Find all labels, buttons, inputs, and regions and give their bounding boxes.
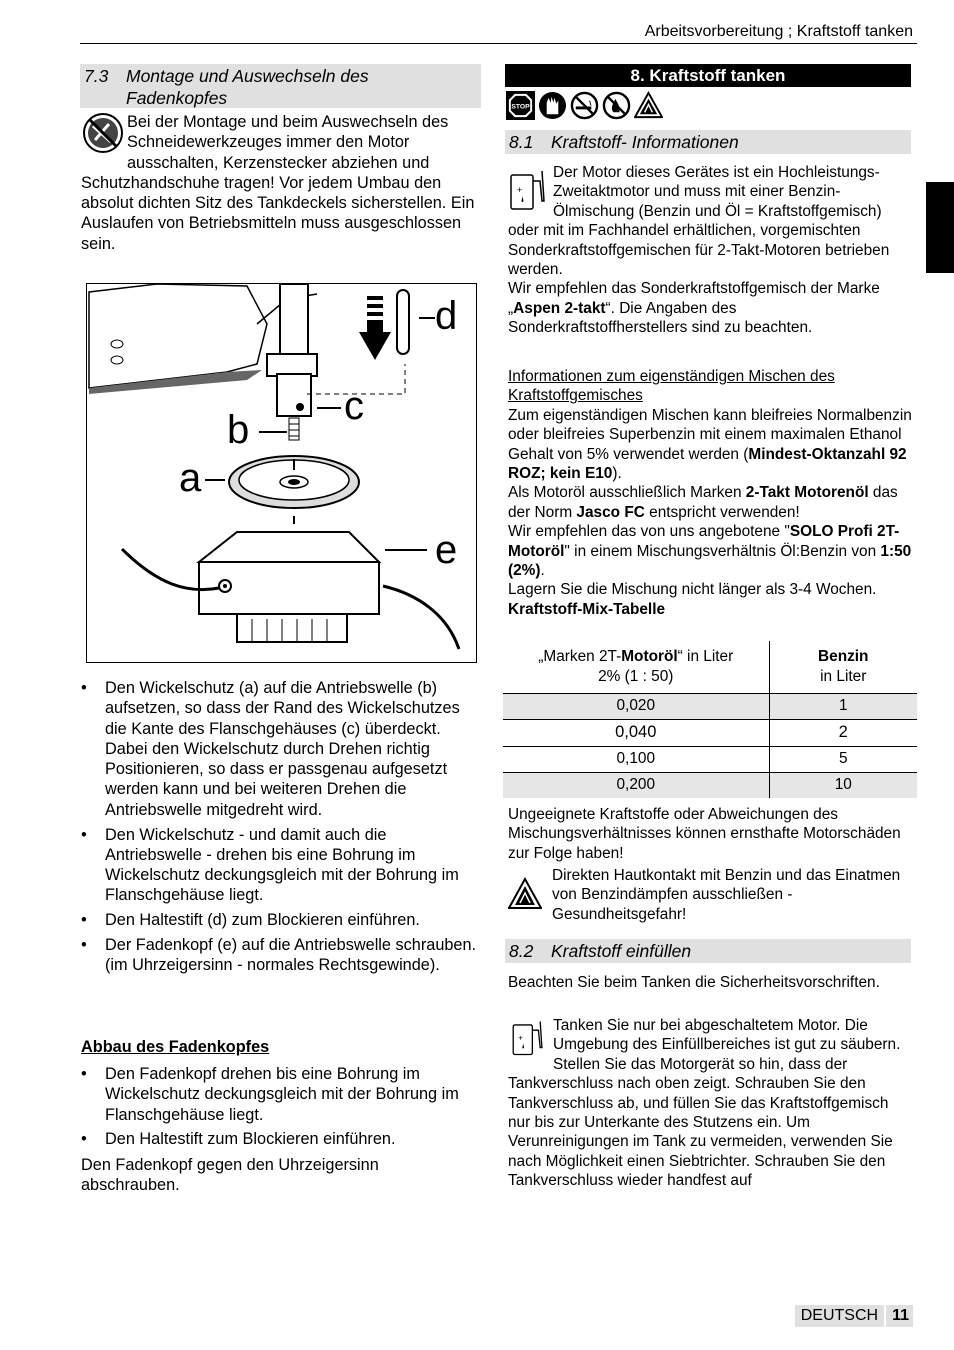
header-text: Motoröl bbox=[621, 647, 678, 665]
brand-name: Aspen 2-takt bbox=[513, 299, 606, 317]
mix-text: das der Norm bbox=[508, 484, 898, 521]
mix-text: entspricht verwenden! bbox=[644, 503, 800, 521]
svg-text:STOP: STOP bbox=[511, 103, 530, 111]
mix-emph: 2-Takt Motorenöl bbox=[745, 484, 869, 502]
mixing-info-block bbox=[508, 367, 913, 619]
list-item: • Den Haltestift (d) zum Blockieren einführen. bbox=[81, 910, 481, 930]
svg-text:+: + bbox=[518, 1033, 523, 1043]
intro-paragraph-block bbox=[81, 112, 481, 254]
table-cell: 0,200 bbox=[503, 772, 769, 798]
header-rule bbox=[80, 43, 917, 44]
fuel-recommend-a: Wir empfehlen das Sonderkraftstoffgemisch der Marke „ bbox=[508, 280, 880, 317]
removal-steps-list bbox=[81, 1064, 481, 1154]
figure-label-b: b bbox=[227, 408, 250, 452]
section-title: Kraftstoff einfüllen bbox=[551, 941, 692, 961]
fuel-info-block bbox=[508, 163, 913, 338]
fill-intro-text: Beachten Sie beim Tanken die Sicherheitsvorschriften. bbox=[508, 974, 880, 991]
list-item: • Den Fadenkopf drehen bis eine Bohrung im Wickelschutz deckungsgleich mit der Bohrung im Flanschgehäuse liegt. bbox=[81, 1064, 481, 1125]
removal-final-text: Den Fadenkopf gegen den Uhrzeigersinn abschrauben. bbox=[81, 1156, 379, 1195]
chapter-title: 8. Kraftstoff tanken bbox=[505, 64, 911, 87]
mix-text: . bbox=[540, 562, 545, 580]
figure-label-a: a bbox=[179, 456, 202, 500]
removal-heading: Abbau des Fadenkopfes bbox=[81, 1038, 270, 1056]
mix-text: ). bbox=[612, 465, 622, 483]
language-tab-marker bbox=[926, 182, 954, 273]
section-heading-7-3 bbox=[80, 64, 481, 108]
section-number: 8.2 bbox=[509, 941, 534, 961]
fill-instructions-block bbox=[508, 1016, 913, 1191]
no-tools-icon bbox=[81, 112, 125, 154]
table-header-row bbox=[503, 641, 917, 693]
assembly-drawing bbox=[87, 284, 477, 663]
fuel-info-text: Der Motor dieses Gerätes ist ein Hochleistungs-Zweitaktmotor und muss mit einer Benzin-Ölmischung (Benzin und Öl = Kraftstoffgemisch) oder mit im Fachhandel erhältlichen, vorgemischten Sonderkraftstoffgemischen für 2-Takt-Motoren betrieben werden. bbox=[508, 164, 890, 279]
mix-emph: SOLO Profi 2T-Motoröl bbox=[508, 523, 900, 560]
section-heading-8-1 bbox=[505, 130, 911, 154]
running-header: Arbeitsvorbereitung ; Kraftstoff tanken bbox=[644, 23, 913, 40]
mix-text: " in einem Mischungsverhältnis Öl:Benzin von bbox=[564, 542, 881, 560]
assembly-steps-list bbox=[81, 678, 481, 980]
figure-label-d: d bbox=[435, 294, 458, 338]
fuel-mix-table bbox=[503, 641, 917, 798]
list-item: • Den Wickelschutz (a) auf die Antriebswelle (b) aufsetzen, so dass der Rand des Wickelschutzes die Kante des Flanschgehäuses (c) überdeckt. Dabei den Wickelschutz durch Drehen richtig Positionieren, so dass er passgenau aufgesetzt werden kann und bei weiteren Drehen die Antriebswelle mitgedreht wird. bbox=[81, 678, 481, 820]
fuel-pump-icon bbox=[508, 1018, 548, 1058]
stop-icon bbox=[506, 91, 535, 120]
section-title-line1: Montage und Auswechseln des bbox=[126, 66, 369, 86]
mix-emph: 1:50 (2%) bbox=[508, 542, 912, 580]
section-title-line2: Fadenkopfes bbox=[126, 88, 228, 108]
section-number: 8.1 bbox=[509, 132, 534, 152]
table-cell: 2 bbox=[769, 719, 917, 746]
header-text: Benzin bbox=[818, 647, 869, 665]
hazard-fumes-icon bbox=[634, 91, 663, 120]
no-fire-icon bbox=[602, 91, 631, 120]
intro-text: Bei der Montage und beim Auswechseln des Schneidewerkzeuges immer den Motor ausschalten, Kerzenstecker abziehen und Schutzhandschuhe tragen! Vor jedem Umbau den absolut dichten Sitz des Tankdeckels sicherstellen. Ein Auslaufen von Betriebsmitteln muss ausgeschlossen sein. bbox=[81, 113, 475, 253]
table-cell: 5 bbox=[769, 746, 917, 772]
list-item: • Den Haltestift zum Blockieren einführen. bbox=[81, 1129, 481, 1149]
header-text: in Liter bbox=[820, 667, 867, 685]
svg-text:+: + bbox=[517, 185, 523, 195]
mixing-heading: Informationen zum eigenständigen Mischen des Kraftstoffgemisches bbox=[508, 368, 835, 405]
table-row bbox=[503, 719, 917, 746]
section-title: Kraftstoff- Informationen bbox=[551, 132, 739, 152]
page-number: 11 bbox=[886, 1305, 913, 1327]
fill-instructions-text: Tanken Sie nur bei abgeschaltetem Motor. Die Umgebung des Einfüllbereiches ist gut zu säubern. Stellen Sie das Motorgerät so hin, dass der Tankverschluss nach oben zeigt. Schrauben Sie den Tankverschluss ab, und füllen Sie das Kraftstoffgemisch nur bis zur Unterkante des Stutzens ein. Um Verunreinigungen im Tank zu vermeiden, verwenden Sie nach Möglichkeit einen Siebtrichter. Schrauben Sie den Tankverschluss wieder handfest auf bbox=[508, 1017, 901, 1190]
table-cell: 1 bbox=[769, 693, 917, 719]
table-header-petrol bbox=[769, 641, 917, 693]
mix-text: Lagern Sie die Mischung nicht länger als 3-4 Wochen. bbox=[508, 581, 877, 599]
page-footer bbox=[795, 1305, 913, 1327]
table-cell: 0,100 bbox=[503, 746, 769, 772]
header-text: 2% (1 : 50) bbox=[598, 667, 674, 685]
section-number: 7.3 bbox=[84, 66, 109, 86]
mix-text: Zum eigenständigen Mischen kann bleifreies Normalbenzin oder bleifreies Superbenzin mit einem maximalen Ethanol Gehalt von 5% verwendet werden ( bbox=[508, 406, 912, 463]
mix-text: Wir empfehlen das von uns angebotene " bbox=[508, 523, 790, 541]
health-hazard-block bbox=[508, 866, 913, 924]
mix-emph: Jasco FC bbox=[576, 503, 645, 521]
table-title: Kraftstoff-Mix-Tabelle bbox=[508, 600, 666, 618]
hazard-fumes-icon bbox=[508, 877, 542, 911]
figure-label-c: c bbox=[344, 384, 364, 428]
footer-language: DEUTSCH bbox=[795, 1305, 884, 1327]
list-item: • Der Fadenkopf (e) auf die Antriebswelle schrauben. (im Uhrzeigersinn - normales Rechtsgewinde). bbox=[81, 935, 481, 976]
hazard-text: Direkten Hautkontakt mit Benzin und das Einatmen von Benzindämpfen ausschließen - Gesundheitsgefahr! bbox=[552, 867, 901, 923]
mix-emph: Mindest-Oktanzahl 92 ROZ; kein E10 bbox=[508, 445, 907, 483]
warning-icon-row bbox=[506, 91, 663, 121]
table-cell: 0,020 bbox=[503, 693, 769, 719]
table-cell: 10 bbox=[769, 772, 917, 798]
mix-text: Als Motoröl ausschließlich Marken bbox=[508, 484, 746, 502]
figure-label-e: e bbox=[435, 528, 458, 572]
gloves-icon bbox=[538, 91, 567, 120]
header-text: „Marken 2T- bbox=[538, 647, 622, 665]
no-smoking-icon bbox=[570, 91, 599, 120]
fuel-pump-icon bbox=[508, 167, 548, 213]
fuel-recommend-c: “. Die Angaben des Sonderkraftstoffherstellers sind zu beachten. bbox=[508, 299, 813, 337]
section-heading-8-2 bbox=[505, 939, 911, 963]
unsuitable-fuel-warning: Ungeeignete Kraftstoffe oder Abweichungen des Mischungsverhältnisses können ernsthafte Motorschäden zur Folge haben! bbox=[508, 806, 901, 862]
table-row bbox=[503, 772, 917, 798]
table-row bbox=[503, 693, 917, 719]
table-header-oil bbox=[503, 641, 769, 693]
header-text: “ in Liter bbox=[677, 647, 734, 665]
table-row bbox=[503, 746, 917, 772]
list-item: • Den Wickelschutz - und damit auch die Antriebswelle - drehen bis eine Bohrung im Wickelschutz deckungsgleich mit der Bohrung im Flanschgehäuse liegt. bbox=[81, 825, 481, 906]
assembly-figure bbox=[86, 283, 477, 663]
table-cell: 0,040 bbox=[503, 719, 769, 746]
